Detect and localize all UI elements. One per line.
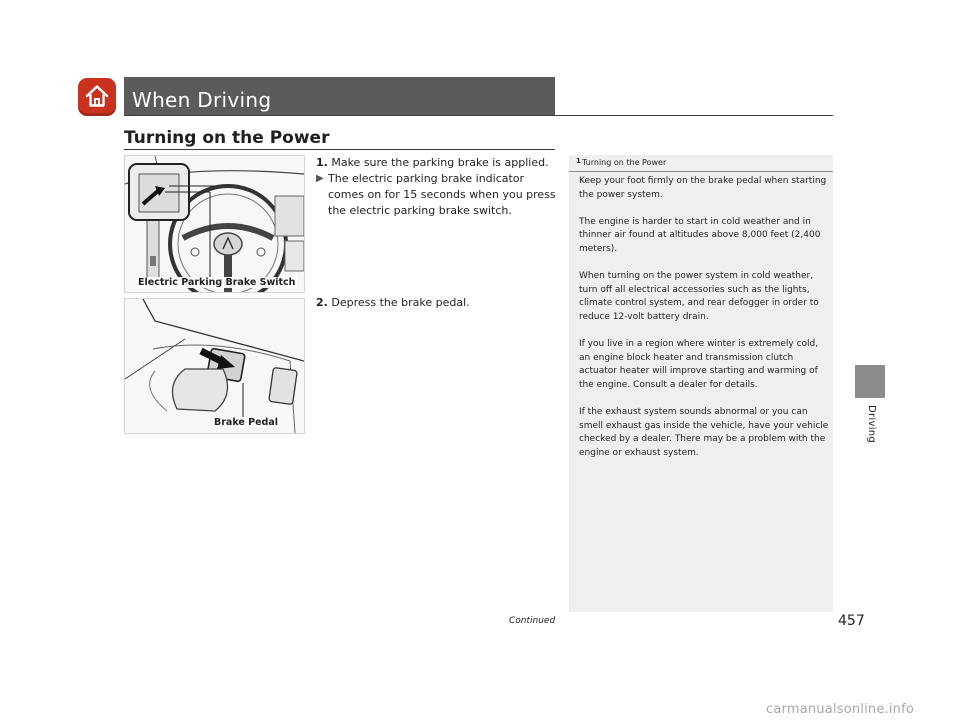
chapter-tab[interactable] (855, 365, 885, 398)
chapter-tab-label: Driving (866, 405, 877, 444)
step-text: Make sure the parking brake is applied. (331, 156, 549, 169)
note-body (579, 175, 829, 474)
triangle-bullet-icon: ▶ (316, 173, 324, 184)
continued-label: Continued (509, 616, 556, 626)
watermark: carmanualsonline.info (766, 702, 915, 717)
page-title: When Driving (132, 88, 272, 112)
figure-caption: Brake Pedal (214, 417, 279, 428)
section-title: Turning on the Power (124, 128, 330, 148)
note-ref-icon: 1 (576, 157, 581, 165)
note-paragraph: If you live in a region where winter is extremely cold, an engine block heater and transmission clutch actuator heater will improve starting and warming of the engine. Consult a dealer for details. (579, 339, 819, 390)
note-header (569, 155, 833, 172)
detail-line: the electric parking brake switch. (328, 204, 512, 217)
step-text: Depress the brake pedal. (331, 296, 470, 309)
brake-pedal-figure (124, 298, 305, 434)
section-divider (124, 149, 555, 150)
chapter-title-bar (124, 77, 555, 115)
figure-caption: Electric Parking Brake Switch (138, 277, 296, 288)
note-paragraph: Keep your foot firmly on the brake pedal when starting the power system. (579, 176, 827, 200)
step-number: 2. (316, 296, 328, 309)
note-paragraph: When turning on the power system in cold weather, turn off all electrical accessories such as the lights, climate control system, and rear defogger in order to reduce 12-volt battery drain. (579, 271, 819, 322)
home-icon[interactable] (78, 78, 116, 116)
title-divider (124, 115, 833, 116)
step-2 (316, 295, 470, 311)
footwell-illustration (125, 299, 304, 433)
parking-brake-figure (124, 155, 305, 293)
note-title: Turning on the Power (582, 158, 667, 167)
step-1-detail (328, 171, 556, 219)
page-number: 457 (838, 613, 865, 629)
note-paragraph: If the exhaust system sounds abnormal or you can smell exhaust gas inside the vehicle, have your vehicle checked by a dealer. There may be a problem with the engine or exhaust system. (579, 407, 829, 458)
dashboard-illustration (125, 156, 304, 292)
detail-line: comes on for 15 seconds when you press (328, 188, 556, 201)
note-paragraph: The engine is harder to start in cold weather and in thinner air found at altitudes above 8,000 feet (2,400 meters). (579, 216, 821, 254)
detail-line: The electric parking brake indicator (328, 172, 525, 185)
note-panel (569, 155, 833, 612)
step-number: 1. (316, 156, 328, 169)
step-1 (316, 155, 549, 171)
